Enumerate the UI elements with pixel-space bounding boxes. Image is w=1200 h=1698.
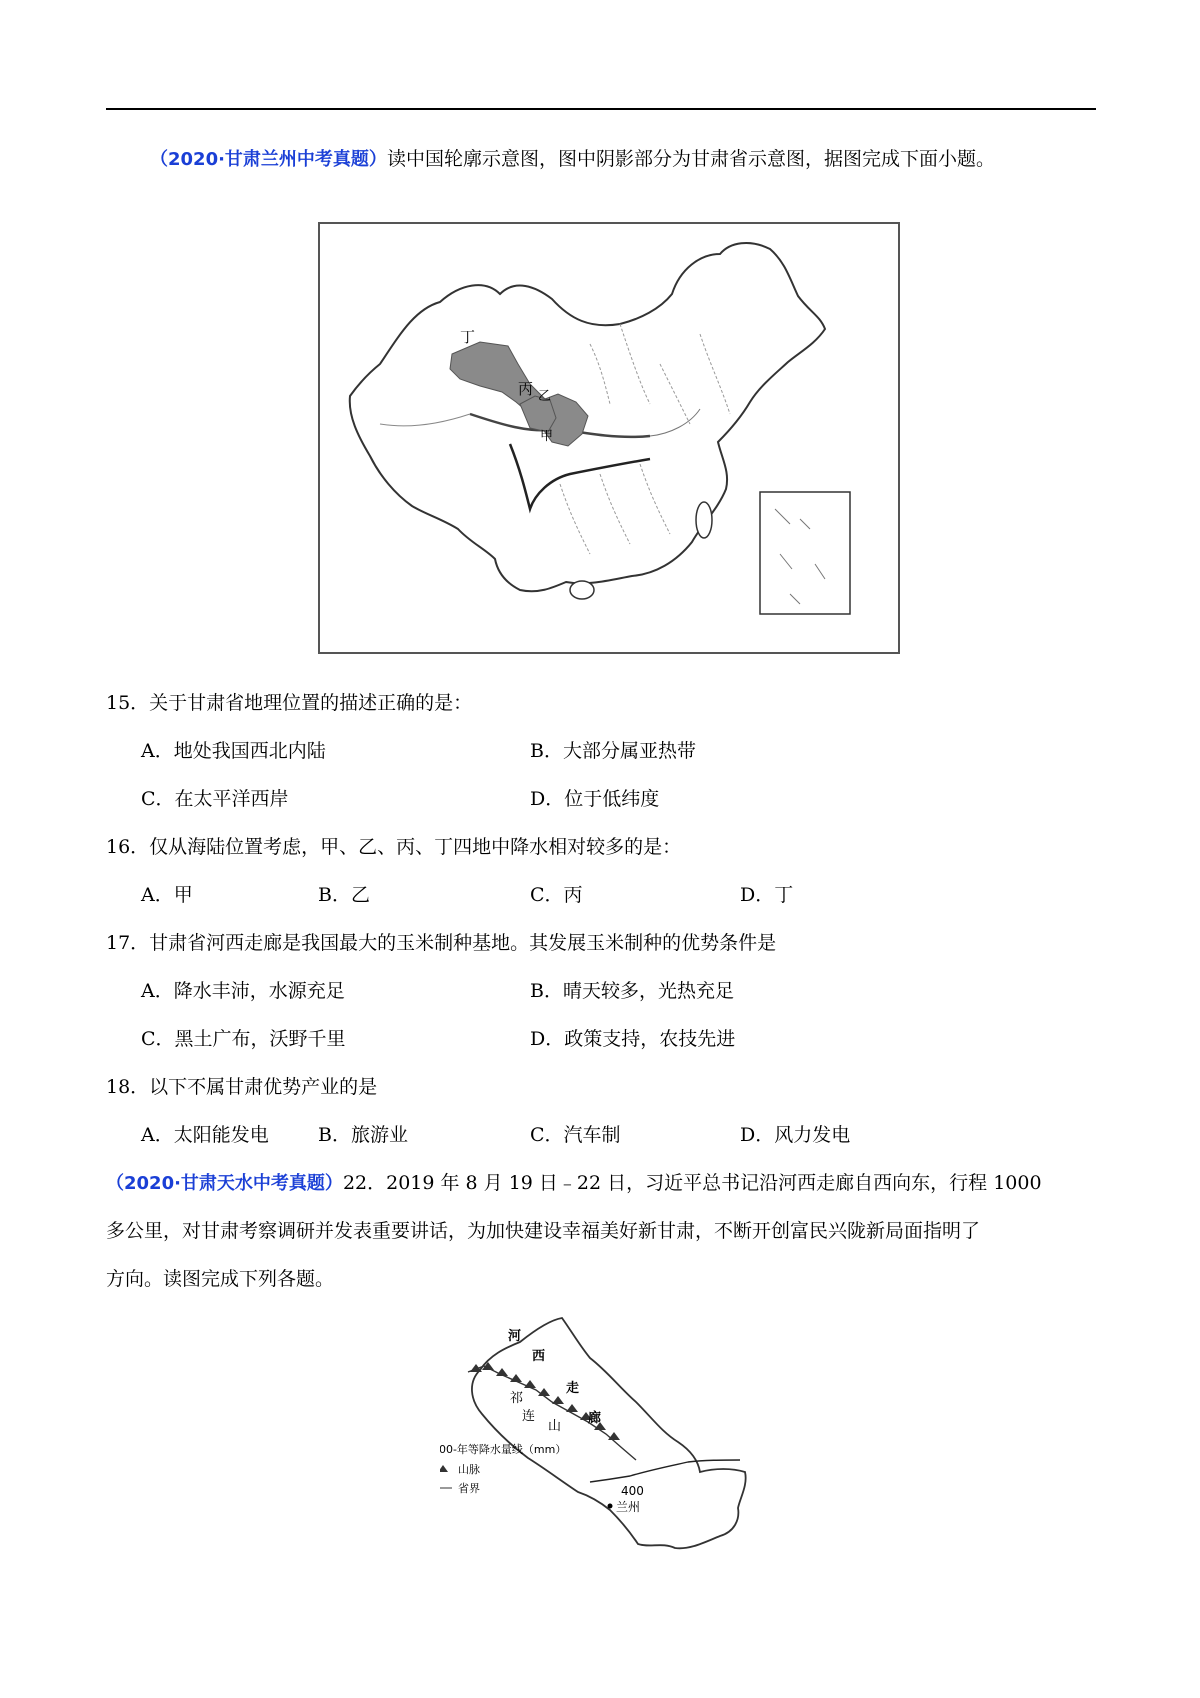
q17-option-a: A．降水丰沛，水源充足: [141, 980, 345, 1002]
label-lang: 廊: [588, 1411, 602, 1426]
q18-option-b: B．旅游业: [318, 1124, 408, 1146]
intro-1: [150, 146, 995, 173]
gansu-outline: [472, 1318, 746, 1548]
intro-2-line-1: [106, 1170, 1042, 1197]
question-17-stem: 17．甘肃省河西走廊是我国最大的玉米制种基地。其发展玉米制种的优势条件是: [106, 932, 777, 954]
q17-option-c: C．黑土广布，沃野千里: [141, 1028, 346, 1050]
label-jia: 甲: [540, 429, 554, 444]
q18-option-a: A．太阳能发电: [141, 1124, 269, 1146]
source-tag-2: （2020·甘肃天水中考真题）: [106, 1173, 343, 1194]
label-zou: 走: [566, 1381, 580, 1396]
label-xi: 西: [532, 1349, 546, 1364]
label-yi: 乙: [538, 389, 552, 404]
gansu-map-svg: [440, 1310, 770, 1556]
label-bing: 丙: [518, 380, 534, 398]
intro-2-line-3: 方向。读图完成下列各题。: [106, 1268, 335, 1290]
intro-2-line-1-text: 22．2019 年 8 月 19 日﹣22 日，习近平总书记沿河西走廊自西向东，行程 1000: [342, 1172, 1042, 1194]
q15-option-a: A．地处我国西北内陆: [141, 740, 326, 762]
source-tag-1: （2020·甘肃兰州中考真题）: [150, 149, 387, 170]
q18-option-c: C．汽车制: [530, 1124, 621, 1146]
isohyet-label-400: 400: [621, 1484, 644, 1498]
legend-mountain: 山脉: [458, 1463, 480, 1476]
china-map-svg: [320, 224, 898, 652]
q16-option-d: D．丁: [740, 884, 794, 906]
q15-option-c: C．在太平洋西岸: [141, 788, 289, 810]
intro-2-line-2: 多公里，对甘肃考察调研并发表重要讲话，为加快建设幸福美好新甘肃，不断开创富民兴陇新局面指明了: [106, 1220, 981, 1242]
label-he: 河: [508, 1329, 522, 1344]
china-map: [318, 222, 900, 654]
header-rule: [106, 108, 1096, 110]
q16-option-b: B．乙: [318, 884, 370, 906]
label-qi: 祁: [510, 1391, 524, 1406]
question-16-stem: 16．仅从海陆位置考虑，甲、乙、丙、丁四地中降水相对较多的是：: [106, 836, 682, 858]
q16-option-c: C．丙: [530, 884, 583, 906]
q17-option-b: B．晴天较多，光热充足: [530, 980, 734, 1002]
q16-option-a: A．甲: [141, 884, 193, 906]
legend-isohyet: -400-年等降水量线（mm）: [440, 1443, 567, 1456]
label-lanzhou: 兰州: [616, 1500, 641, 1514]
label-shan: 山: [548, 1419, 562, 1434]
q18-option-d: D．风力发电: [740, 1124, 851, 1146]
label-ding: 丁: [460, 328, 476, 346]
q15-option-d: D．位于低纬度: [530, 788, 660, 810]
label-lian: 连: [522, 1409, 536, 1424]
question-18-stem: 18．以下不属甘肃优势产业的是: [106, 1076, 378, 1098]
intro-1-text: 读中国轮廓示意图，图中阴影部分为甘肃省示意图，据图完成下面小题。: [386, 148, 995, 170]
gansu-map: [440, 1310, 770, 1556]
q17-option-d: D．政策支持，农技先进: [530, 1028, 736, 1050]
question-15-stem: 15．关于甘肃省地理位置的描述正确的是：: [106, 692, 473, 714]
q15-option-b: B．大部分属亚热带: [530, 740, 696, 762]
legend-border: 省界: [458, 1482, 480, 1495]
